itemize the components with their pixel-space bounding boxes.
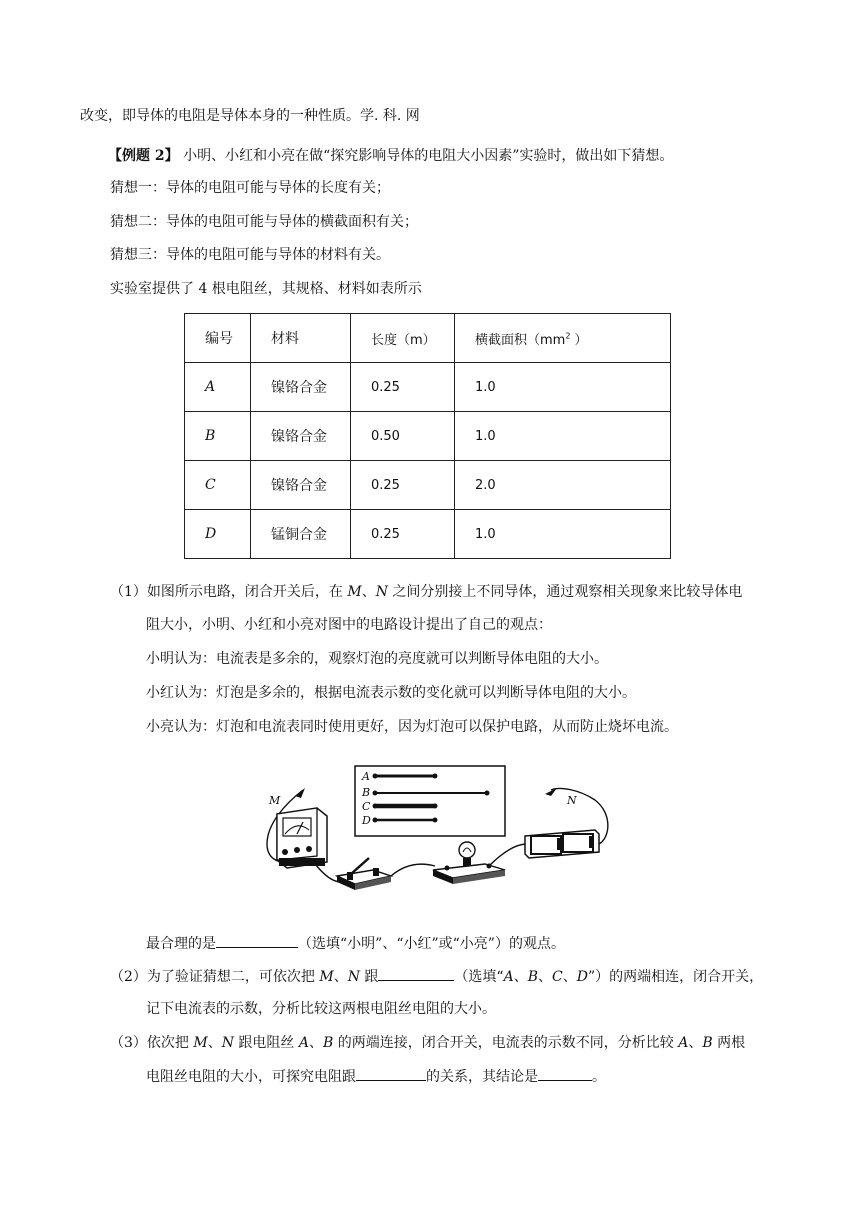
table-header-row (185, 314, 671, 363)
battery-icon (525, 830, 599, 858)
q1-line1: （1）如图所示电路，闭合开关后，在 M、N 之间分别接上不同导体，通过观察相关现象来比较导体电 (110, 584, 743, 600)
cell-length: 0.25 (351, 363, 455, 412)
wire-label-d: D (362, 814, 371, 827)
wire-label-a: A (362, 770, 370, 783)
wire-label-b: B (362, 786, 371, 799)
cell-material: 镍铬合金 (251, 363, 351, 412)
answer-blank-1 (216, 933, 298, 948)
cell-material: 镍铬合金 (251, 412, 351, 461)
q1-opinion-xiaohong: 小红认为：灯泡是多余的，根据电流表示数的变化就可以判断导体电阻的大小。 (146, 685, 636, 701)
q1-answer-line: 最合理的是 （选填“小明”、“小红”或“小亮”）的观点。 (146, 933, 565, 954)
q2-line2: 记下电流表的示数，分析比较这两根电阻丝电阻的大小。 (146, 1001, 496, 1017)
answer-blank-3 (356, 1066, 426, 1081)
header-area: 横截面积（$mm^2$ ） (455, 314, 671, 363)
q1-opinion-xiaoming: 小明认为：电流表是多余的，观察灯泡的亮度就可以判断导体电阻的大小。 (146, 651, 608, 667)
table-row (185, 461, 671, 510)
wire-segment (489, 844, 527, 866)
cell-material: 镍铬合金 (251, 461, 351, 510)
cell-material: 锰铜合金 (251, 510, 351, 559)
answer-blank-4 (538, 1066, 592, 1081)
table-row (185, 412, 671, 461)
switch-icon (337, 858, 391, 890)
wire-c (373, 804, 438, 809)
cell-code: D (185, 510, 251, 559)
answer-blank-2 (378, 966, 454, 981)
q3-line2: 电阻丝电阻的大小，可探究电阻跟 的关系，其结论是 。 (146, 1066, 606, 1087)
header-code: 编号 (185, 314, 251, 363)
cell-length: 0.50 (351, 412, 455, 461)
example-text: 小明、小红和小亮在做“探究影响导体的电阻大小因素”实验时，做出如下猜想。 (183, 148, 674, 164)
lab-intro: 实验室提供了 4 根电阻丝，其规格、材料如表所示 (110, 281, 422, 297)
header-length: 长度（m） (351, 314, 455, 363)
intro-text: 改变，即导体的电阻是导体本身的一种性质。学. 科. 网 (80, 108, 420, 124)
ammeter-icon (277, 808, 327, 868)
cell-area: 2.0 (455, 461, 671, 510)
q3-line1: （3）依次把 M、N 跟电阻丝 A、B 的两端连接，闭合开关，电流表的示数不同，分析比较 A、B 两根 (110, 1035, 746, 1051)
cell-length: 0.25 (351, 461, 455, 510)
table-row (185, 510, 671, 559)
cell-code: C (185, 461, 251, 510)
cell-area: 1.0 (455, 412, 671, 461)
wire-label-c: C (362, 800, 371, 813)
label-m: M (269, 794, 281, 807)
table-row (185, 363, 671, 412)
cell-length: 0.25 (351, 510, 455, 559)
lamp-icon (433, 842, 505, 884)
label-n: N (567, 794, 577, 807)
guess-3: 猜想三：导体的电阻可能与导体的材料有关。 (110, 247, 390, 263)
example-tag: 【例题 2】 (108, 148, 179, 164)
q2-line1: （2）为了验证猜想二，可依次把 M、N 跟 （选填“A、B、C、D”）的两端相连，闭合开关， (110, 966, 763, 987)
clip-n-icon (545, 788, 557, 796)
q1-line2: 阻大小，小明、小红和小亮对图中的电路设计提出了自己的观点： (146, 617, 552, 633)
cell-code: B (185, 412, 251, 461)
clip-m-icon (295, 788, 305, 798)
circuit-diagram (255, 764, 625, 899)
spec-table (184, 313, 671, 559)
example-heading (108, 146, 673, 166)
cell-area: 1.0 (455, 510, 671, 559)
guess-2: 猜想二：导体的电阻可能与导体的横截面积有关； (110, 214, 418, 230)
cell-area: 1.0 (455, 363, 671, 412)
cell-code: A (185, 363, 251, 412)
guess-1: 猜想一：导体的电阻可能与导体的长度有关； (110, 180, 390, 196)
wire-segment (391, 864, 435, 876)
q1-opinion-xiaoliang: 小亮认为：灯泡和电流表同时使用更好，因为灯泡可以保护电路，从而防止烧坏电流。 (146, 719, 678, 735)
header-material: 材料 (251, 314, 351, 363)
